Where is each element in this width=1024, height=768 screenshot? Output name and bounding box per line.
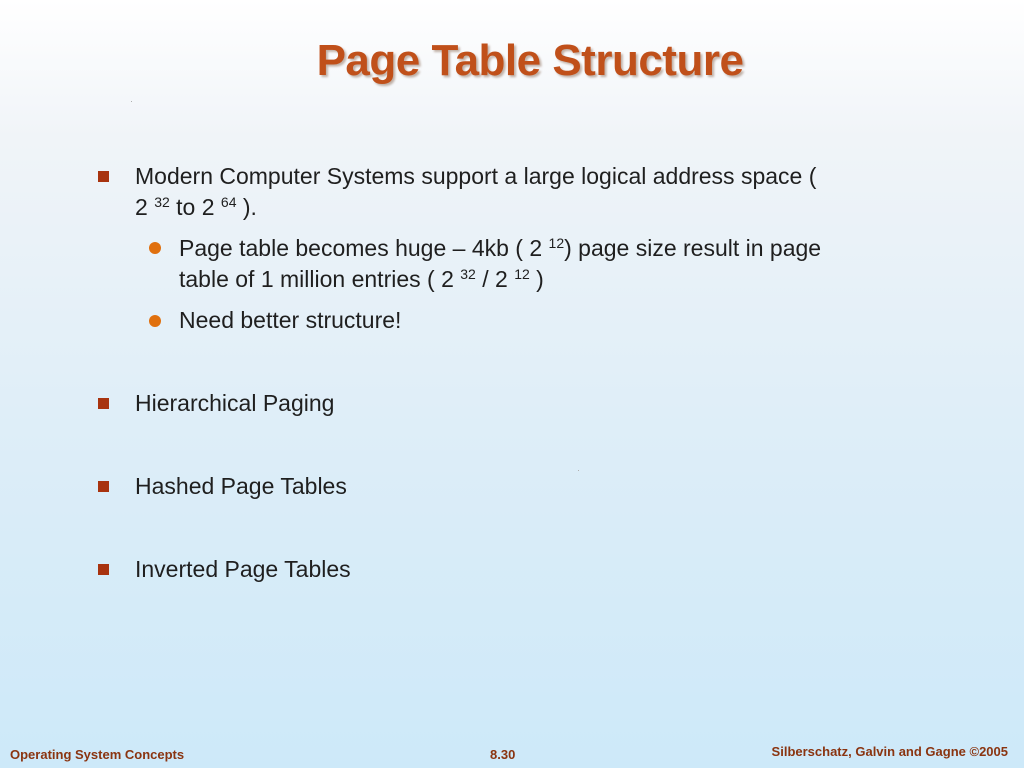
bullet-hashed-page-tables: Hashed Page Tables — [135, 473, 347, 499]
bullet-line: Page table becomes huge – 4kb ( 2 $^{12}$) page size result in page — [179, 235, 822, 261]
round-bullet-icon — [149, 242, 161, 254]
subbullet-need-better-structure: Need better structure! — [179, 307, 402, 333]
square-bullet-icon — [98, 481, 109, 492]
square-bullet-icon — [98, 398, 109, 409]
square-bullet-icon — [98, 564, 109, 575]
bullet-line: table of 1 million entries ( 2 $^{32}$ / 2 $^{12}$ ) — [179, 266, 544, 292]
square-bullet-icon — [98, 171, 109, 182]
round-bullet-icon — [149, 315, 161, 327]
bullet-hierarchical-paging: Hierarchical Paging — [135, 390, 335, 416]
speck-dot — [578, 470, 579, 471]
speck-dot — [131, 101, 132, 102]
bullet-line: Modern Computer Systems support a large logical address space ( — [135, 163, 817, 189]
subbullet-page-table-huge — [179, 233, 821, 295]
bullet-modern-systems — [135, 161, 816, 223]
footer-course-title: Operating System Concepts — [10, 747, 185, 762]
footer-copyright: Silberschatz, Galvin and Gagne ©2005 — [771, 744, 1008, 759]
bullet-line: 2 $^{32}$ to 2 $^{64}$ ). — [135, 194, 257, 220]
bullet-inverted-page-tables: Inverted Page Tables — [135, 556, 351, 582]
footer-slide-number: 8.30 — [490, 747, 516, 762]
slide-title: Page Table Structure — [316, 36, 744, 85]
